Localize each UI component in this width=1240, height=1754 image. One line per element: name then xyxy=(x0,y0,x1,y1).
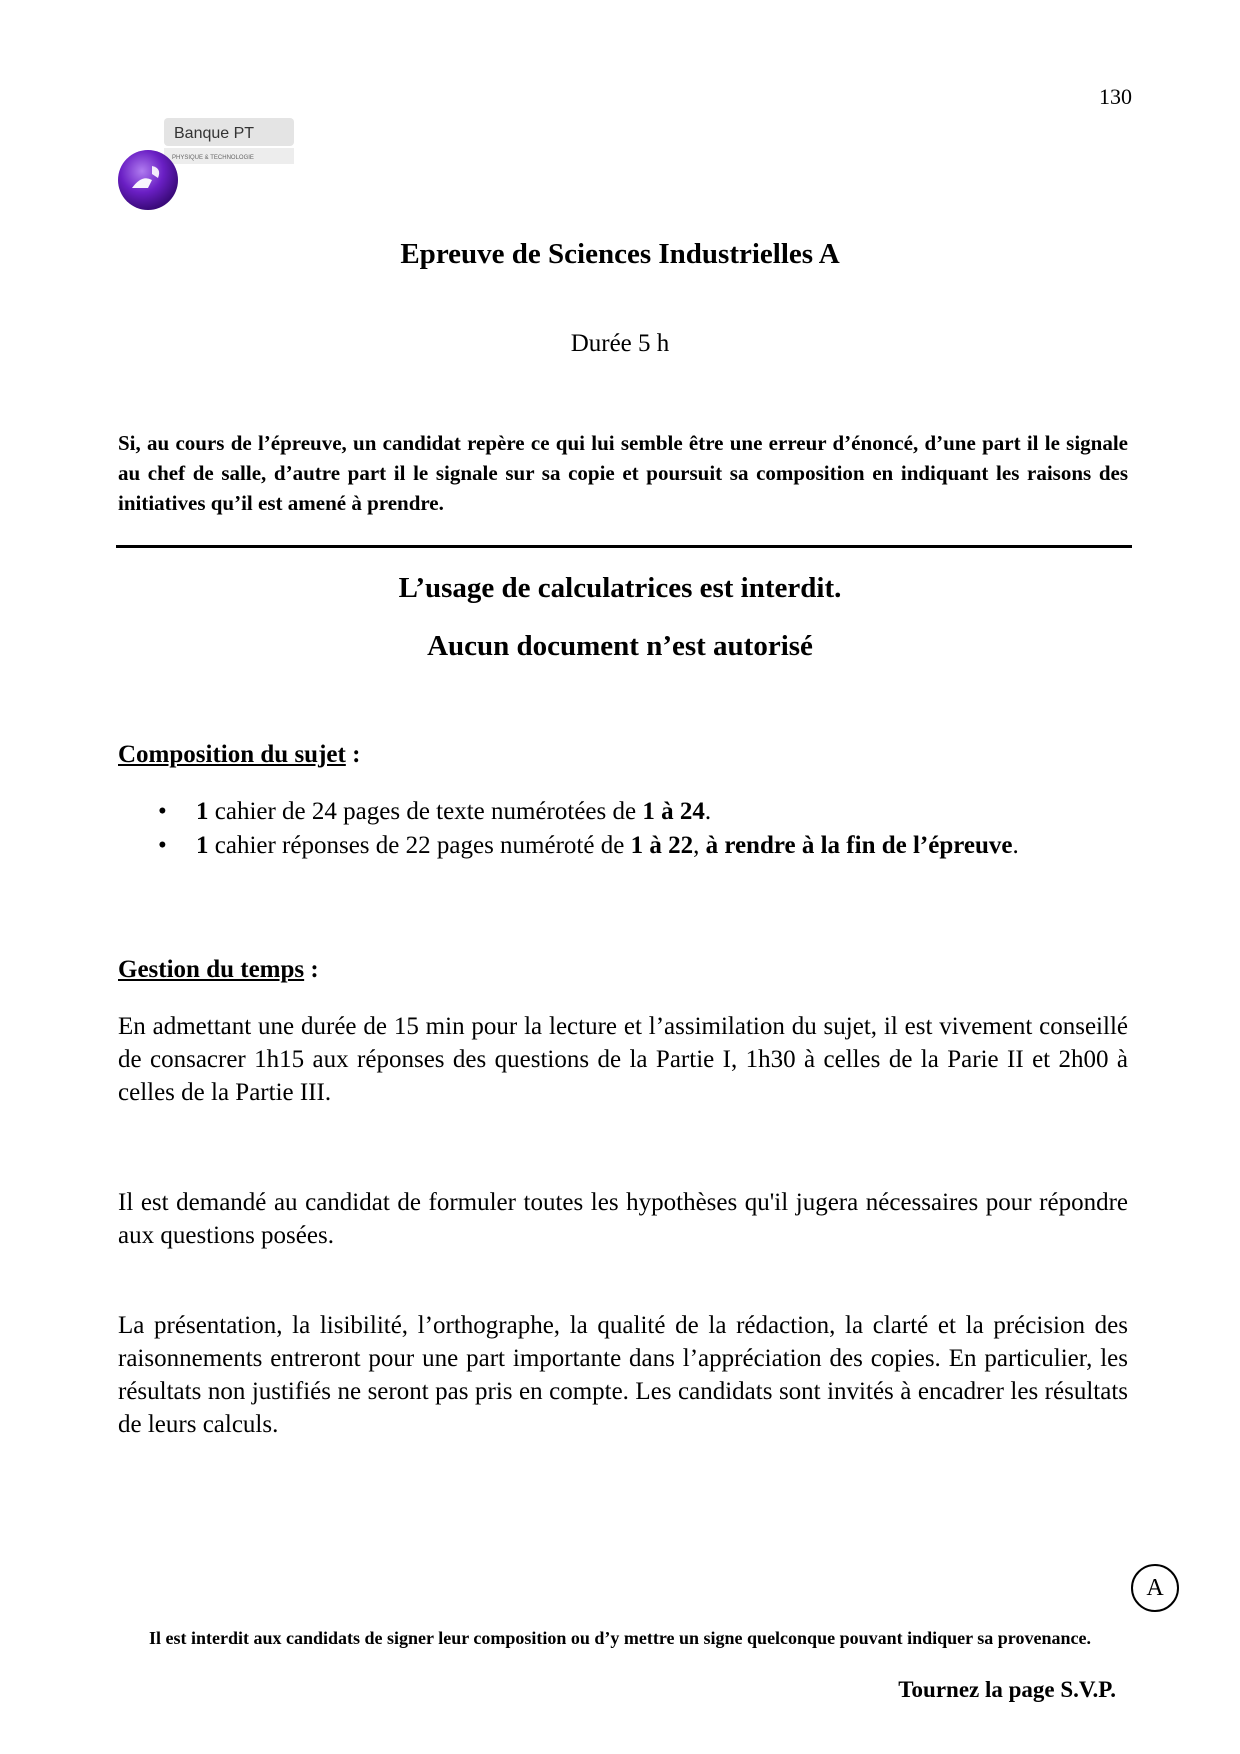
exam-duration: Durée 5 h xyxy=(570,330,670,357)
hypotheses-paragraph: Il est demandé au candidat de formuler toutes les hypothèses qu'il jugera nécessaires pour répondre aux questions posées. xyxy=(118,1189,1128,1249)
divider xyxy=(116,545,1132,548)
list-item xyxy=(150,795,1128,829)
error-notice: Si, au cours de l’épreuve, un candidat repère ce qui lui semble être une erreur d’énoncé, d’une part il le signale au chef de salle, d’autre part il le signale sur sa copie et poursuit sa composition en indiquant les raisons des initiatives qu’il est amené à prendre. xyxy=(118,431,1128,515)
bullet-1-text-a: cahier de 24 pages de texte numérotées de xyxy=(208,798,643,825)
time-heading-text: Gestion du temps xyxy=(118,956,305,983)
calculator-rule: L’usage de calculatrices est interdit. xyxy=(398,572,842,604)
bullet-2-emphasis: à rendre à la fin de l’épreuve xyxy=(705,832,1013,859)
bullet-2-text-b: , xyxy=(693,832,706,859)
bullet-icon: • xyxy=(158,832,167,859)
logo-subtitle: PHYSIQUE & TECHNOLOGIE xyxy=(172,155,254,161)
presentation-paragraph: La présentation, la lisibilité, l’orthographe, la qualité de la rédaction, la clarté et la précision des raisonnements entreront pour une part importante dans l’appréciation des copies. En particulier, les résultats non justifiés ne seront pas pris en compte. Les candidats sont invités à encadrer les résultats de leurs calculs. xyxy=(118,1312,1128,1438)
logo-wordmark: Banque PT xyxy=(174,125,255,142)
page-number: 130 xyxy=(1099,84,1132,109)
banque-pt-logo xyxy=(118,116,298,216)
composition-list xyxy=(150,795,1128,863)
bullet-1-count: 1 xyxy=(196,798,209,825)
bullet-2-text-a: cahier réponses de 22 pages numéroté de xyxy=(208,832,631,859)
composition-heading-text: Composition du sujet xyxy=(118,741,346,768)
bullet-1-range: 1 à 24 xyxy=(642,798,705,825)
list-item xyxy=(150,829,1128,863)
exam-title: Epreuve de Sciences Industrielles A xyxy=(400,238,840,270)
bullet-1-text-b: . xyxy=(704,798,712,825)
document-rule: Aucun document n’est autorisé xyxy=(427,630,813,662)
composition-heading xyxy=(118,741,360,769)
time-heading-suffix: : xyxy=(304,956,319,983)
bullet-2-count: 1 xyxy=(196,832,209,859)
turn-page-note: Tournez la page S.V.P. xyxy=(898,1677,1116,1702)
footer-notice: Il est interdit aux candidats de signer leur composition ou d’y mettre un signe quelconque pouvant indiquer sa provenance. xyxy=(149,1628,1091,1648)
bullet-2-text-c: . xyxy=(1012,832,1019,859)
composition-heading-suffix: : xyxy=(345,741,361,768)
bullet-icon: • xyxy=(158,798,167,825)
time-paragraph: En admettant une durée de 15 min pour la lecture et l’assimilation du sujet, il est vivement conseillé de consacrer 1h15 aux réponses des questions de la Partie I, 1h30 à celles de la Parie II et 2h00 à celles de la Partie III. xyxy=(118,1013,1128,1106)
time-heading xyxy=(118,956,319,984)
exam-letter-badge: A xyxy=(1131,1564,1179,1612)
bullet-2-range: 1 à 22 xyxy=(630,832,694,859)
